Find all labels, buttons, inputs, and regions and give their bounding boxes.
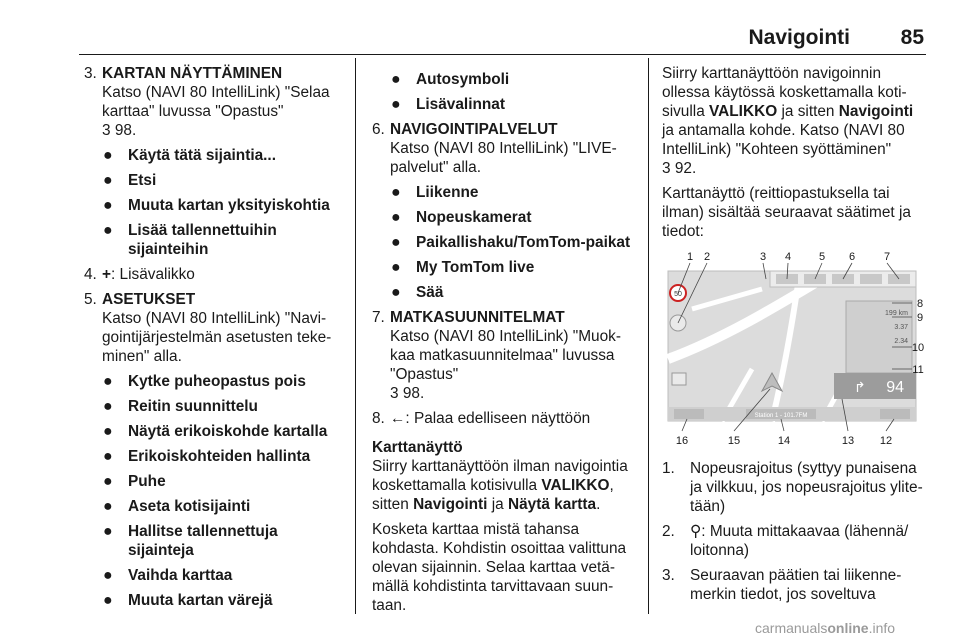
bullet-item: ● Reitin suunnittelu — [103, 398, 258, 415]
numbered-list — [662, 459, 926, 604]
bullet-item: ● Muuta kartan yksityiskohtia — [103, 197, 330, 214]
item-title: NAVIGOINTIPALVELUT — [390, 121, 558, 138]
bullet-list — [84, 372, 346, 610]
callout-label: 14 — [777, 435, 791, 447]
column-3 — [662, 64, 926, 610]
bullet-dot-icon: ● — [103, 567, 113, 584]
bullet-dot-icon: ● — [103, 523, 113, 540]
bullet-item: ● Lisää tallennettuihin sijainteihin — [103, 222, 277, 258]
svg-text:2.34: 2.34 — [894, 338, 908, 345]
numbered-list-item: 1. Nopeusrajoitus (syttyy punaisena ja vilkkuu, jos nopeusrajoitus ylitetään) — [662, 460, 923, 515]
bullet-item: ● Lisävalinnat — [391, 96, 505, 113]
bullet-dot-icon: ● — [391, 209, 401, 226]
svg-text:199 km: 199 km — [885, 310, 908, 317]
bullet-dot-icon: ● — [391, 71, 401, 88]
page-reference: 3 98. — [390, 385, 425, 402]
bullet-dot-icon: ● — [103, 473, 113, 490]
item-title: KARTAN NÄYTTÄMINEN — [102, 65, 283, 82]
item-text: Katso (NAVI 80 IntelliLink) "Muokkaa matkasuunnitelmaa" luvussa "Opastus" — [390, 328, 622, 383]
bullet-item: ● Muuta kartan värejä — [103, 592, 273, 609]
item-title: ASETUKSET — [102, 291, 196, 308]
map-screen-illustration — [662, 249, 926, 449]
plus-icon: + — [102, 266, 111, 283]
numbered-list-item: 2. ⚲: Muuta mittakaavaa (lähennä/ loitonna) — [662, 523, 909, 559]
bullet-item: ● Näytä erikoiskohde kartalla — [103, 423, 328, 440]
bullet-dot-icon: ● — [391, 234, 401, 251]
bullet-item: ● Liikenne — [391, 184, 479, 201]
list-item-3: 3. KARTAN NÄYTTÄMINEN Katso (NAVI 80 IntelliLink) "Selaa karttaa" luvussa "Opastus" 3 98. — [84, 64, 346, 140]
paragraph: Kosketa karttaa mistä tahansa kohdasta. Kohdistin osoittaa valittuna olevan sijainnin. Selaa karttaa vetämällä kohdistinta tarvittavaan suuntaan. — [372, 521, 627, 614]
callout-label: 8 — [916, 298, 924, 310]
bullet-dot-icon: ● — [103, 592, 113, 609]
bullet-dot-icon: ● — [103, 147, 113, 164]
bullet-dot-icon: ● — [103, 172, 113, 189]
item-text: Katso (NAVI 80 IntelliLink) "Navigointijärjestelmän asetusten tekeminen" alla. — [102, 310, 332, 365]
watermark: carmanualsonline.info — [755, 620, 896, 636]
column-2 — [372, 64, 634, 621]
bullet-item: ● Sää — [391, 284, 444, 301]
column-divider-2 — [648, 58, 649, 614]
list-item-8: 8. ←: Palaa edelliseen näyttöön — [372, 410, 591, 427]
callout-label: 9 — [916, 312, 924, 324]
callout-label: 1 — [686, 251, 694, 263]
callout-label: 13 — [841, 435, 855, 447]
callout-label: 5 — [818, 251, 826, 263]
list-item-4: 4. +: Lisävalikko — [84, 266, 195, 283]
callout-label: 10 — [911, 342, 925, 354]
paragraph: Siirry karttanäyttöön ilman navigointia koskettamalla kotisivulla VALIKKO, sitten Navigointi ja Näytä kartta. — [372, 458, 628, 513]
speed-limit-sign-text: 50 — [674, 291, 682, 298]
callout-label: 12 — [879, 435, 893, 447]
paragraph: Siirry karttanäyttöön navigoinnin ollessa käytössä koskettamalla kotisivulla VALIKKO ja sitten Navigointi ja antamalla kohde. Katso (NAVI 80 IntelliLink) "Kohteen syöttäminen" 3 92. — [662, 65, 914, 177]
bullet-item: ● Autosymboli — [391, 71, 510, 88]
callout-label: 6 — [848, 251, 856, 263]
page-reference: 3 92. — [662, 160, 697, 177]
callout-label: 7 — [883, 251, 891, 263]
zoom-icon: ⚲ — [690, 523, 702, 540]
bullet-item: ● Etsi — [103, 172, 157, 189]
callout-label: 15 — [727, 435, 741, 447]
page-header — [0, 0, 960, 58]
bullet-item: ● Hallitse tallennettuja sijainteja — [103, 523, 278, 559]
page-number: 85 — [900, 26, 924, 49]
bullet-item: ● Paikallishaku/TomTom-paikat — [391, 234, 631, 251]
bullet-item: ● Kytke puheopastus pois — [103, 373, 306, 390]
column-1 — [84, 64, 346, 616]
bullet-item: ● Aseta kotisijainti — [103, 498, 251, 515]
section-title: Navigointi — [748, 26, 850, 49]
callout-label: 11 — [912, 364, 924, 376]
numbered-list-item: 3. Seuraavan päätien tai liikennemerkin tiedot, jos soveltuva — [662, 567, 902, 603]
map-screen-figure — [662, 249, 926, 449]
radio-station-text: Station 1 - 101.7FM — [754, 413, 808, 419]
bullet-list — [84, 146, 346, 259]
bullet-dot-icon: ● — [391, 284, 401, 301]
bullet-item: ● Puhe — [103, 473, 166, 490]
bullet-item: ● Vaihda karttaa — [103, 567, 233, 584]
bullet-item: ● My TomTom live — [391, 259, 535, 276]
item-text: Katso (NAVI 80 IntelliLink) "LIVE-palvelut" alla. — [390, 140, 617, 176]
callout-label: 2 — [703, 251, 711, 263]
bullet-dot-icon: ● — [103, 423, 113, 440]
list-item-6: 6. NAVIGOINTIPALVELUT Katso (NAVI 80 IntelliLink) "LIVE-palvelut" alla. — [372, 120, 634, 177]
screen-speed-readout: 94 — [886, 379, 904, 396]
callout-label: 16 — [675, 435, 689, 447]
bullet-dot-icon: ● — [103, 373, 113, 390]
item-text: Katso (NAVI 80 IntelliLink) "Selaa karttaa" luvussa "Opastus" — [102, 84, 330, 120]
list-item-7: 7. MATKASUUNNITELMAT Katso (NAVI 80 IntelliLink) "Muokkaa matkasuunnitelmaa" luvussa "Opastus" 3 98. — [372, 308, 634, 403]
column-divider-1 — [355, 58, 356, 614]
page-reference: 3 98. — [102, 122, 137, 139]
bullet-dot-icon: ● — [103, 398, 113, 415]
list-item-5: 5. ASETUKSET Katso (NAVI 80 IntelliLink) "Navigointijärjestelmän asetusten tekeminen" alla. — [84, 290, 346, 366]
back-arrow-icon: ← — [390, 410, 406, 427]
bullet-list — [372, 70, 634, 114]
svg-text:3.37: 3.37 — [894, 324, 908, 331]
paragraph: Karttanäyttö (reittiopastuksella tai ilman) sisältää seuraavat säätimet ja tiedot: — [662, 185, 911, 240]
section-heading: Karttanäyttö — [372, 439, 463, 456]
header-rule — [79, 54, 926, 55]
bullet-item: ● Nopeuskamerat — [391, 209, 532, 226]
callout-label: 4 — [784, 251, 792, 263]
bullet-dot-icon: ● — [391, 184, 401, 201]
bullet-dot-icon: ● — [103, 222, 113, 239]
item-title: MATKASUUNNITELMAT — [390, 309, 565, 326]
svg-text:↱: ↱ — [854, 379, 866, 395]
bullet-dot-icon: ● — [391, 259, 401, 276]
callout-label: 3 — [759, 251, 767, 263]
bullet-item: ● Käytä tätä sijaintia... — [103, 147, 276, 164]
bullet-list — [372, 183, 634, 302]
bullet-dot-icon: ● — [103, 498, 113, 515]
bullet-dot-icon: ● — [391, 96, 401, 113]
bullet-item: ● Erikoiskohteiden hallinta — [103, 448, 311, 465]
bullet-dot-icon: ● — [103, 448, 113, 465]
bullet-dot-icon: ● — [103, 197, 113, 214]
